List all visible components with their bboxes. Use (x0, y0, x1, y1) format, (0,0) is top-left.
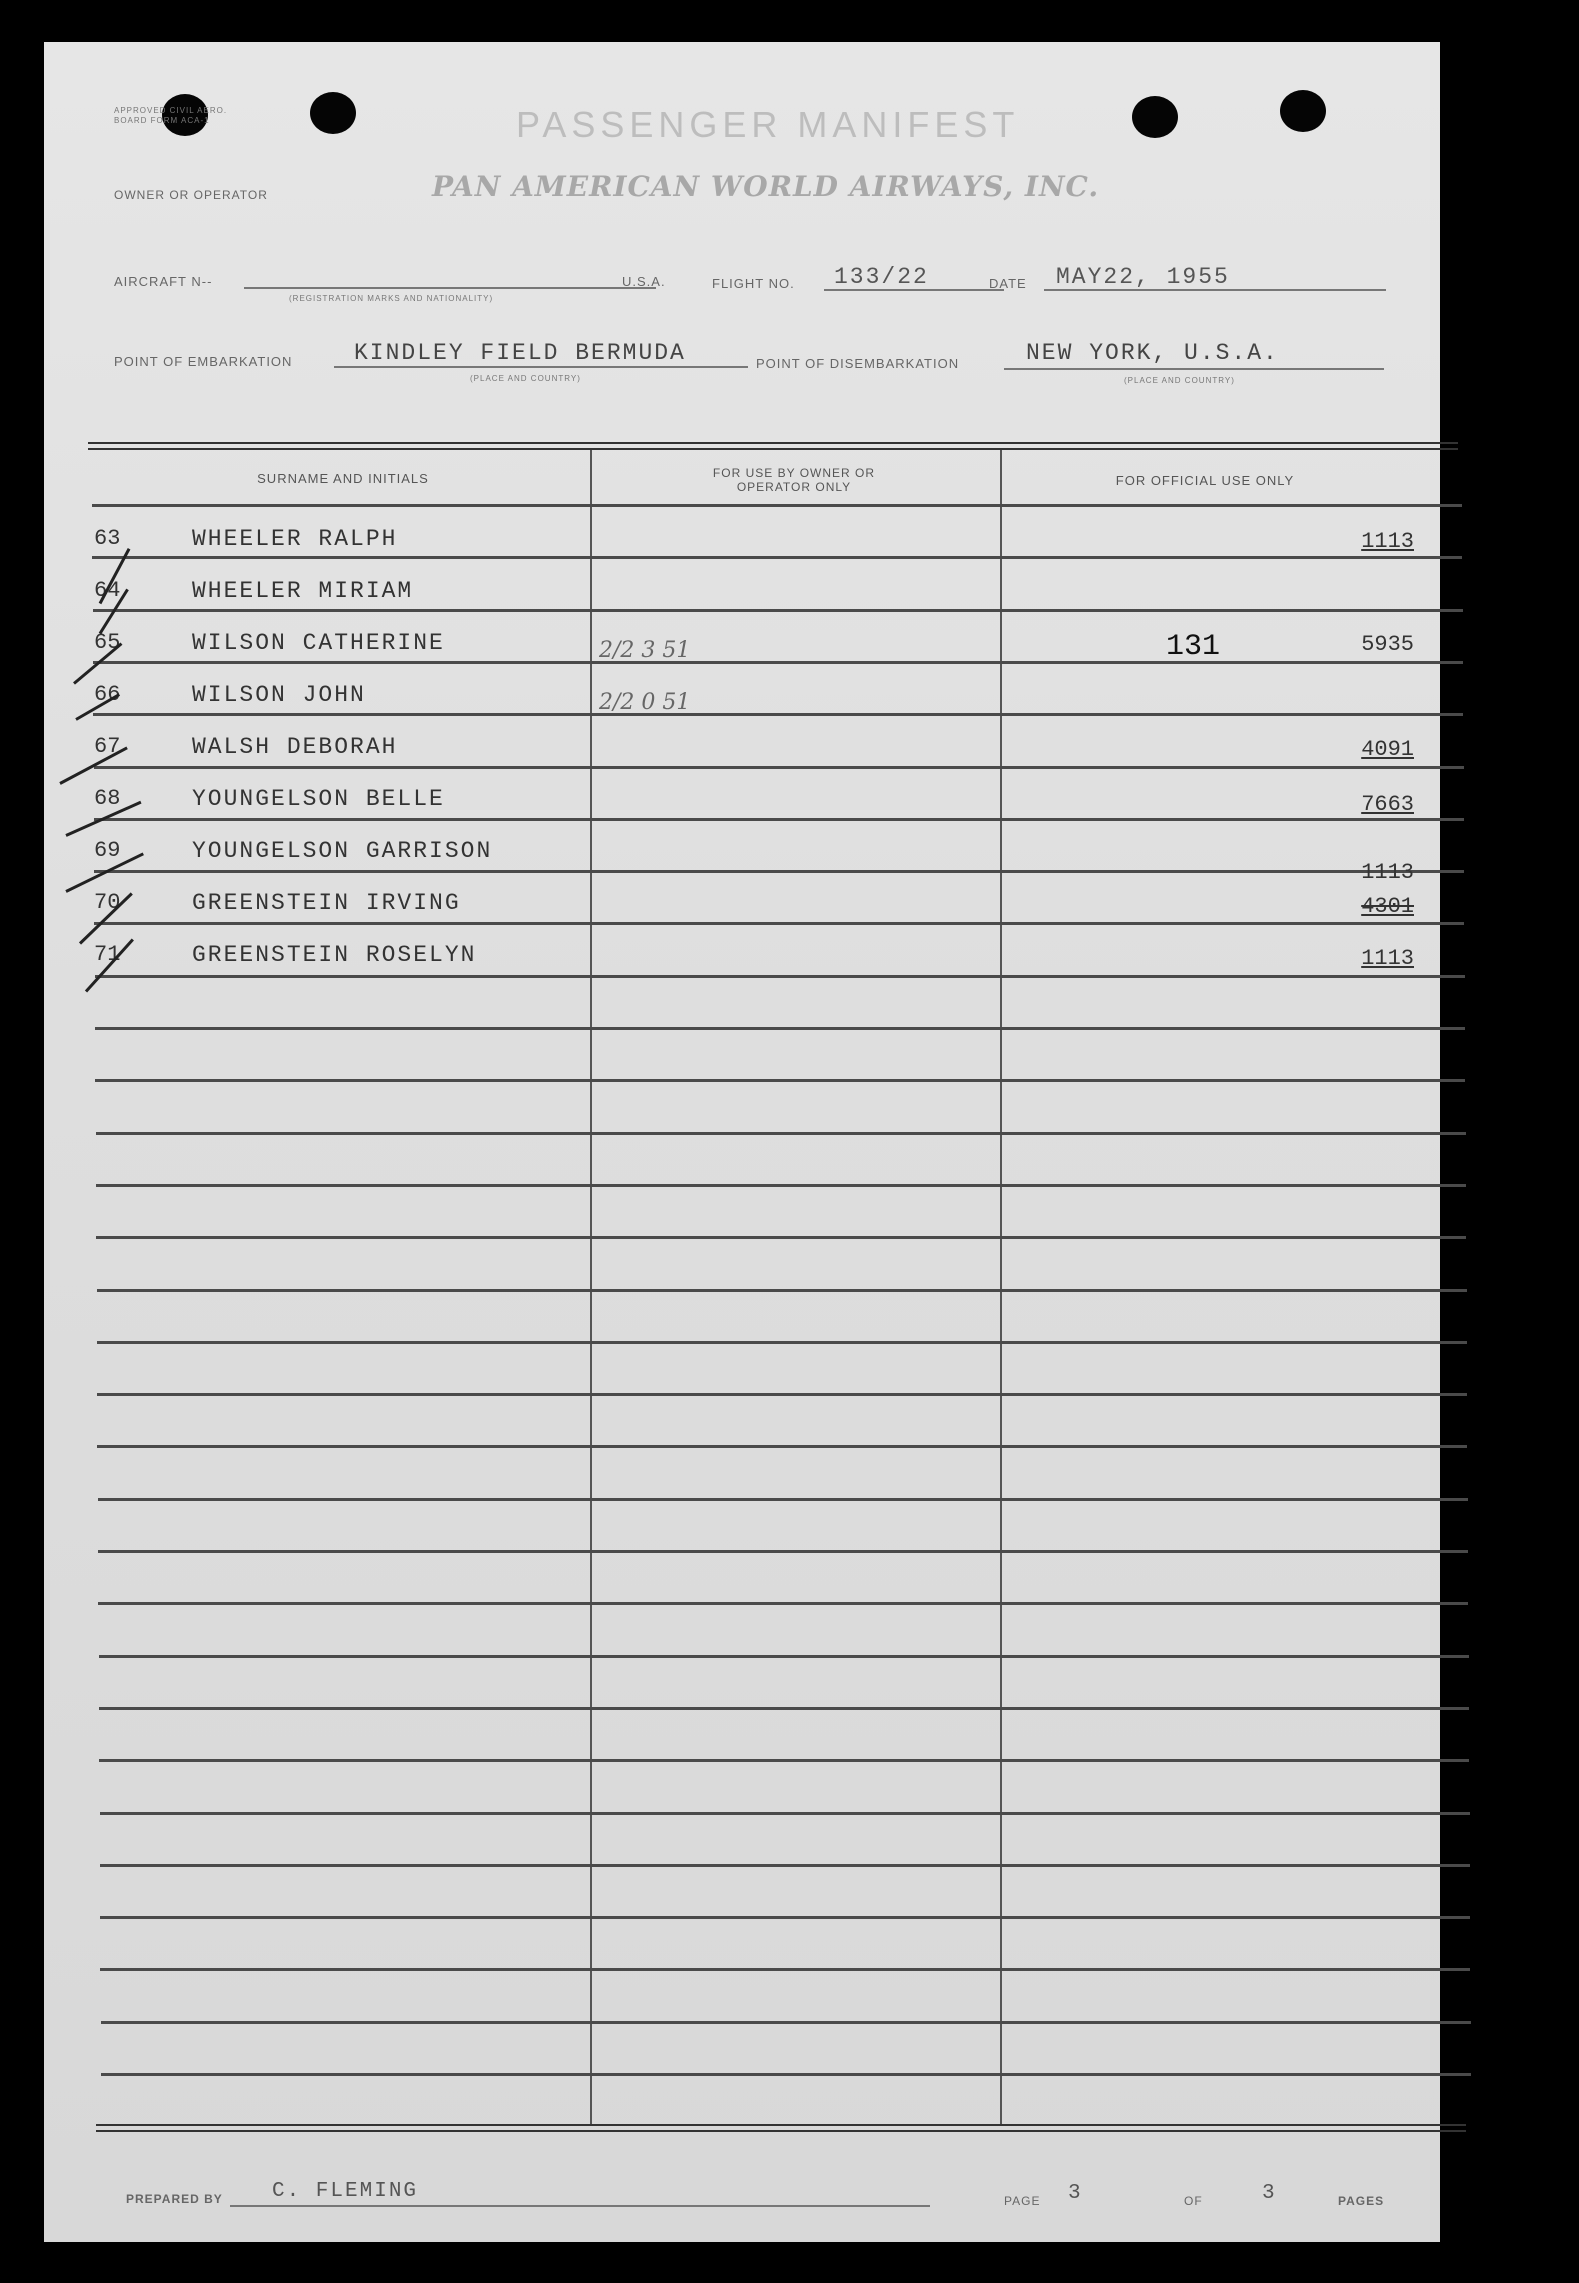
passenger-number: 63 (94, 526, 121, 551)
row-rule (93, 713, 1463, 716)
row-rule (99, 1655, 1469, 1658)
page-total: 3 (1262, 2182, 1277, 2205)
row-rule (101, 2073, 1471, 2076)
disembarkation-field (1004, 368, 1384, 370)
official-mark: 131 (1166, 630, 1221, 664)
official-code: 4091 (1361, 737, 1414, 762)
disembarkation-label: POINT OF DISEMBARKATION (756, 356, 960, 371)
embarkation-field (334, 366, 748, 368)
passenger-name: YOUNGELSON GARRISON (192, 838, 493, 864)
row-rule (96, 1236, 1466, 1239)
row-rule (94, 766, 1464, 769)
disembarkation-value: NEW YORK, U.S.A. (1026, 340, 1279, 366)
passenger-number: 68 (94, 786, 121, 811)
operator-name: PAN AMERICAN WORLD AIRWAYS, INC. (432, 170, 1100, 203)
flight-label: FLIGHT NO. (712, 276, 795, 291)
row-rule (97, 1289, 1467, 1292)
form-title: PASSENGER MANIFEST (516, 104, 1020, 145)
embarkation-label: POINT OF EMBARKATION (114, 354, 293, 369)
page-label: PAGE (1004, 2194, 1041, 2208)
owner-operator-label: OWNER OR OPERATOR (114, 188, 268, 202)
row-rule (96, 1184, 1466, 1187)
pages-label: PAGES (1338, 2194, 1385, 2208)
official-code: 1113 (1361, 860, 1414, 885)
page-number: 3 (1068, 2182, 1083, 2205)
prepared-by-label: PREPARED BY (126, 2192, 223, 2206)
official-column-header: FOR OFFICIAL USE ONLY (1115, 473, 1295, 488)
passenger-name: WILSON JOHN (192, 682, 366, 708)
table-top-rule (88, 442, 1458, 450)
row-rule (98, 1550, 1468, 1553)
table-bottom-rule (96, 2124, 1466, 2132)
registration-caption: (REGISTRATION MARKS AND NATIONALITY) (289, 294, 494, 303)
passenger-name: WILSON CATHERINE (192, 630, 445, 656)
aircraft-label: AIRCRAFT N-- (114, 274, 213, 289)
official-code: 7663 (1361, 792, 1414, 817)
of-label: OF (1184, 2194, 1203, 2208)
usa-label: U.S.A. (622, 274, 666, 289)
row-rule (97, 1341, 1467, 1344)
owner-note: 2/2 0 51 (599, 690, 691, 715)
row-rule (94, 870, 1464, 873)
passenger-name: GREENSTEIN ROSELYN (192, 942, 477, 968)
embarkation-caption: (PLACE AND COUNTRY) (470, 374, 581, 383)
row-rule (100, 1812, 1470, 1815)
passenger-number: 70 (94, 890, 121, 915)
official-code: 5935 (1361, 632, 1414, 657)
manifest-sheet (44, 42, 1440, 2242)
embarkation-value: KINDLEY FIELD BERMUDA (354, 340, 686, 366)
row-rule (92, 504, 1462, 507)
row-rule (100, 1968, 1470, 1971)
row-rule (99, 1759, 1469, 1762)
row-rule (94, 922, 1464, 925)
passenger-name: YOUNGELSON BELLE (192, 786, 445, 812)
row-rule (93, 609, 1463, 612)
row-rule (97, 1445, 1467, 1448)
row-rule (99, 1707, 1469, 1710)
passenger-number: 64 (94, 578, 121, 603)
row-rule (93, 661, 1463, 664)
date-label: DATE (989, 276, 1027, 291)
passenger-name: WHEELER RALPH (192, 526, 398, 552)
row-rule (92, 556, 1462, 559)
owner-note: 2/2 3 51 (599, 638, 691, 663)
punch-hole (1132, 96, 1178, 138)
row-rule (98, 1498, 1468, 1501)
punch-hole (310, 92, 356, 134)
prepared-by-field (230, 2205, 930, 2207)
passenger-name: GREENSTEIN IRVING (192, 890, 461, 916)
prepared-by-value: C. FLEMING (272, 2180, 419, 2203)
column-divider (590, 450, 592, 2125)
row-rule (96, 1132, 1466, 1135)
row-rule (100, 1864, 1470, 1867)
approval-stamp: APPROVED CIVIL AERO. BOARD FORM ACA-1 (114, 106, 228, 125)
surname-column-header: SURNAME AND INITIALS (257, 471, 429, 486)
row-rule (98, 1602, 1468, 1605)
row-rule (95, 975, 1465, 978)
row-rule (95, 1079, 1465, 1082)
official-code: 1113 (1361, 946, 1414, 971)
passenger-number: 67 (94, 734, 121, 759)
passenger-number: 65 (94, 630, 121, 655)
column-divider (1000, 450, 1002, 2125)
aircraft-field (244, 287, 656, 289)
passenger-number: 71 (94, 942, 121, 967)
passenger-name: WHEELER MIRIAM (192, 578, 414, 604)
passenger-number: 69 (94, 838, 121, 863)
passenger-number: 66 (94, 682, 121, 707)
flight-date: MAY22, 1955 (1056, 264, 1230, 290)
flight-number: 133/22 (834, 264, 929, 290)
official-code: 4301 (1361, 894, 1414, 919)
row-rule (100, 1916, 1470, 1919)
row-rule (97, 1393, 1467, 1396)
passenger-name: WALSH DEBORAH (192, 734, 398, 760)
disembarkation-caption: (PLACE AND COUNTRY) (1124, 376, 1235, 385)
row-rule (101, 2021, 1471, 2024)
owner-column-header: FOR USE BY OWNER OR OPERATOR ONLY (712, 466, 876, 494)
punch-hole (1280, 90, 1326, 132)
row-rule (94, 818, 1464, 821)
row-rule (95, 1027, 1465, 1030)
official-code: 1113 (1361, 529, 1414, 554)
